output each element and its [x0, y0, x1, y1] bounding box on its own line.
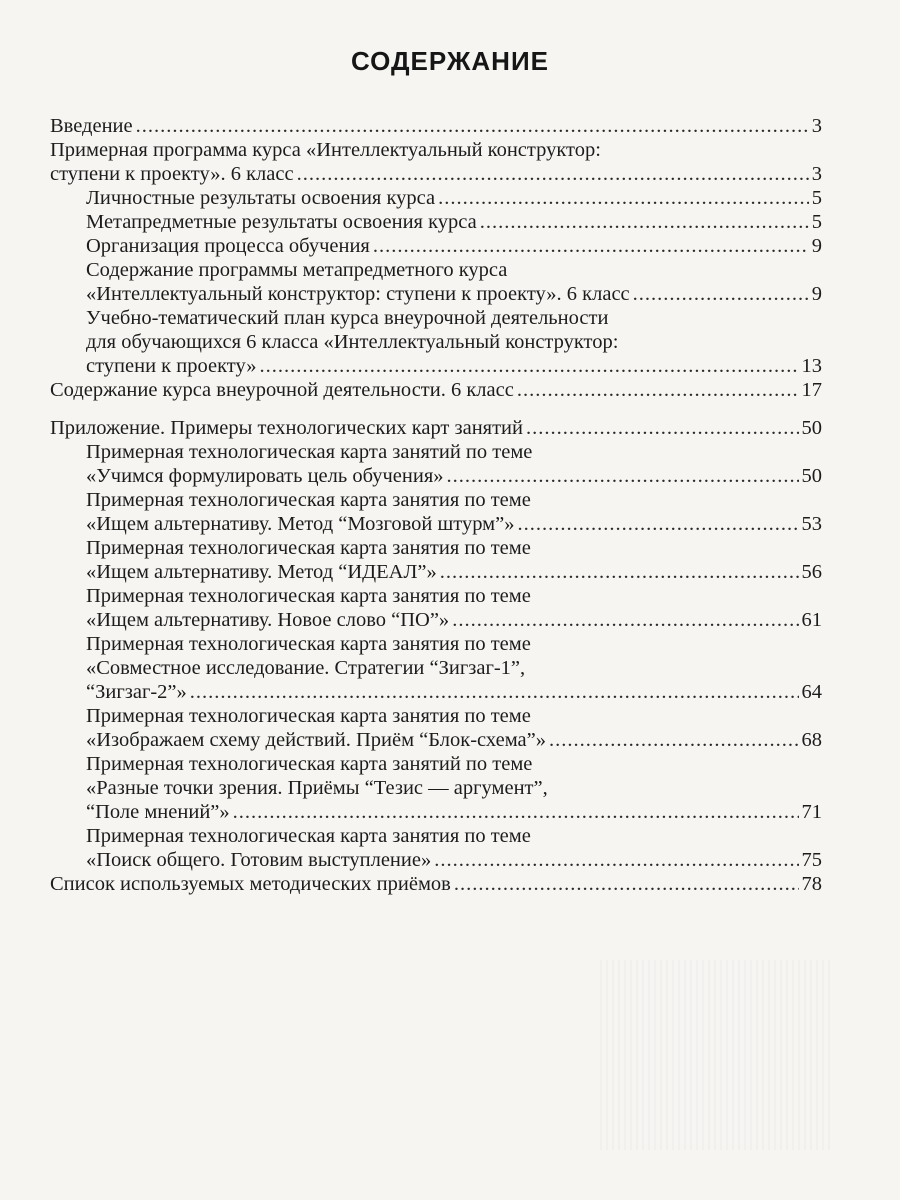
toc-entry [50, 488, 822, 536]
dot-leader [480, 210, 809, 234]
table-of-contents [50, 114, 822, 896]
page-number: 5 [811, 211, 822, 233]
dot-leader [526, 416, 798, 440]
toc-entry [50, 210, 822, 234]
page-number: 64 [801, 681, 822, 703]
page-number: 5 [811, 187, 822, 209]
page-number: 3 [811, 163, 822, 185]
toc-entry-text: Организация процесса обучения [86, 235, 370, 257]
page-title: СОДЕРЖАНИЕ [351, 46, 549, 76]
toc-entry-text: «Изображаем схему действий. Приём “Блок-схема”» [86, 729, 546, 751]
toc-entry-text: «Учимся формулировать цель обучения» [86, 465, 444, 487]
dot-leader [454, 872, 799, 896]
dot-leader [440, 560, 799, 584]
dot-leader [517, 512, 798, 536]
toc-entry [50, 258, 822, 306]
toc-entry [50, 824, 822, 872]
page-number: 53 [801, 513, 822, 535]
toc-entry-line: Примерная технологическая карта занятий по теме [86, 441, 533, 463]
toc-entry-last-line [50, 416, 822, 440]
toc-entry-last-line [86, 848, 822, 872]
dot-leader [373, 234, 809, 258]
dot-leader [633, 282, 809, 306]
toc-entry-line: Примерная программа курса «Интеллектуальный конструктор: [50, 139, 601, 161]
dot-leader [517, 378, 799, 402]
toc-entry-text: Содержание курса внеурочной деятельности. 6 класс [50, 379, 514, 401]
toc-entry-line: «Совместное исследование. Стратегии “Зигзаг-1”, [86, 657, 526, 679]
toc-entry [50, 536, 822, 584]
toc-entry-text: ступени к проекту». 6 класс [50, 163, 294, 185]
toc-entry-text: Список используемых методических приёмов [50, 873, 451, 895]
toc-entry-last-line [86, 728, 822, 752]
toc-entry-text: “Зигзаг-2”» [86, 681, 187, 703]
page-number: 3 [811, 115, 822, 137]
toc-entry [50, 234, 822, 258]
dot-leader [549, 728, 799, 752]
toc-entry-text: Введение [50, 115, 133, 137]
page-number: 13 [801, 355, 822, 377]
toc-entry-line: Примерная технологическая карта занятия по теме [86, 537, 531, 559]
toc-entry-last-line [86, 234, 822, 258]
page-number: 61 [801, 609, 822, 631]
dot-leader [452, 608, 798, 632]
toc-entry [50, 186, 822, 210]
toc-entry-text: «Поиск общего. Готовим выступление» [86, 849, 432, 871]
toc-entry [50, 306, 822, 378]
toc-entry-last-line [86, 282, 822, 306]
toc-entry-line: Примерная технологическая карта занятия по теме [86, 825, 531, 847]
page-number: 56 [801, 561, 822, 583]
toc-entry-line: Примерная технологическая карта занятия по теме [86, 585, 531, 607]
toc-entry-line: Примерная технологическая карта занятий по теме [86, 753, 533, 775]
toc-entry-last-line [50, 162, 822, 186]
page-number: 17 [801, 379, 822, 401]
toc-entry-text: «Ищем альтернативу. Метод “Мозговой штурм”» [86, 513, 515, 535]
dot-leader [447, 464, 799, 488]
toc-entry-line: для обучающихся 6 класса «Интеллектуальный конструктор: [86, 331, 619, 353]
toc-entry-last-line [86, 560, 822, 584]
toc-entry-last-line [86, 464, 822, 488]
dot-leader [136, 114, 809, 138]
page-number: 68 [801, 729, 822, 751]
toc-entry-last-line [86, 512, 822, 536]
toc-entry-text: Метапредметные результаты освоения курса [86, 211, 477, 233]
dot-leader [233, 800, 799, 824]
toc-entry-last-line [86, 210, 822, 234]
page-number: 50 [801, 465, 822, 487]
toc-entry-text: ступени к проекту» [86, 355, 257, 377]
toc-entry [50, 440, 822, 488]
toc-entry-line: «Разные точки зрения. Приёмы “Тезис — аргумент”, [86, 777, 548, 799]
toc-entry-text: Личностные результаты освоения курса [86, 187, 436, 209]
toc-entry-line: Учебно-тематический план курса внеурочной деятельности [86, 307, 609, 329]
dot-leader [259, 354, 798, 378]
toc-entry-last-line [50, 378, 822, 402]
toc-entry-text: «Интеллектуальный конструктор: ступени к проекту». 6 класс [86, 283, 630, 305]
toc-entry [50, 416, 822, 440]
page-number: 9 [811, 283, 822, 305]
toc-entry [50, 872, 822, 896]
page-number: 78 [801, 873, 822, 895]
toc-entry-last-line [86, 354, 822, 378]
toc-entry-text: «Ищем альтернативу. Новое слово “ПО”» [86, 609, 450, 631]
toc-entry [50, 752, 822, 824]
toc-entry [50, 704, 822, 752]
dot-leader [190, 680, 799, 704]
page-number: 75 [801, 849, 822, 871]
toc-entry [50, 114, 822, 138]
toc-entry-text: Приложение. Примеры технологических карт занятий [50, 417, 524, 439]
dot-leader [297, 162, 809, 186]
toc-entry [50, 584, 822, 632]
toc-entry-last-line [86, 800, 822, 824]
page-number: 71 [801, 801, 822, 823]
toc-entry [50, 138, 822, 186]
page-number: 50 [801, 417, 822, 439]
toc-entry-last-line [86, 680, 822, 704]
toc-entry-line: Содержание программы метапредметного курса [86, 259, 508, 281]
toc-entry-line: Примерная технологическая карта занятия по теме [86, 489, 531, 511]
toc-entry-line: Примерная технологическая карта занятия по теме [86, 633, 531, 655]
toc-entry-text: “Поле мнений”» [86, 801, 230, 823]
toc-entry [50, 378, 822, 402]
dot-leader [434, 848, 798, 872]
toc-entry-text: «Ищем альтернативу. Метод “ИДЕАЛ”» [86, 561, 437, 583]
toc-entry-line: Примерная технологическая карта занятия по теме [86, 705, 531, 727]
toc-entry [50, 632, 822, 704]
toc-entry-last-line [50, 114, 822, 138]
toc-entry-last-line [50, 872, 822, 896]
bleed-through-shadow [600, 960, 830, 1150]
dot-leader [438, 186, 809, 210]
toc-entry-last-line [86, 608, 822, 632]
page-number: 9 [811, 235, 822, 257]
toc-entry-last-line [86, 186, 822, 210]
